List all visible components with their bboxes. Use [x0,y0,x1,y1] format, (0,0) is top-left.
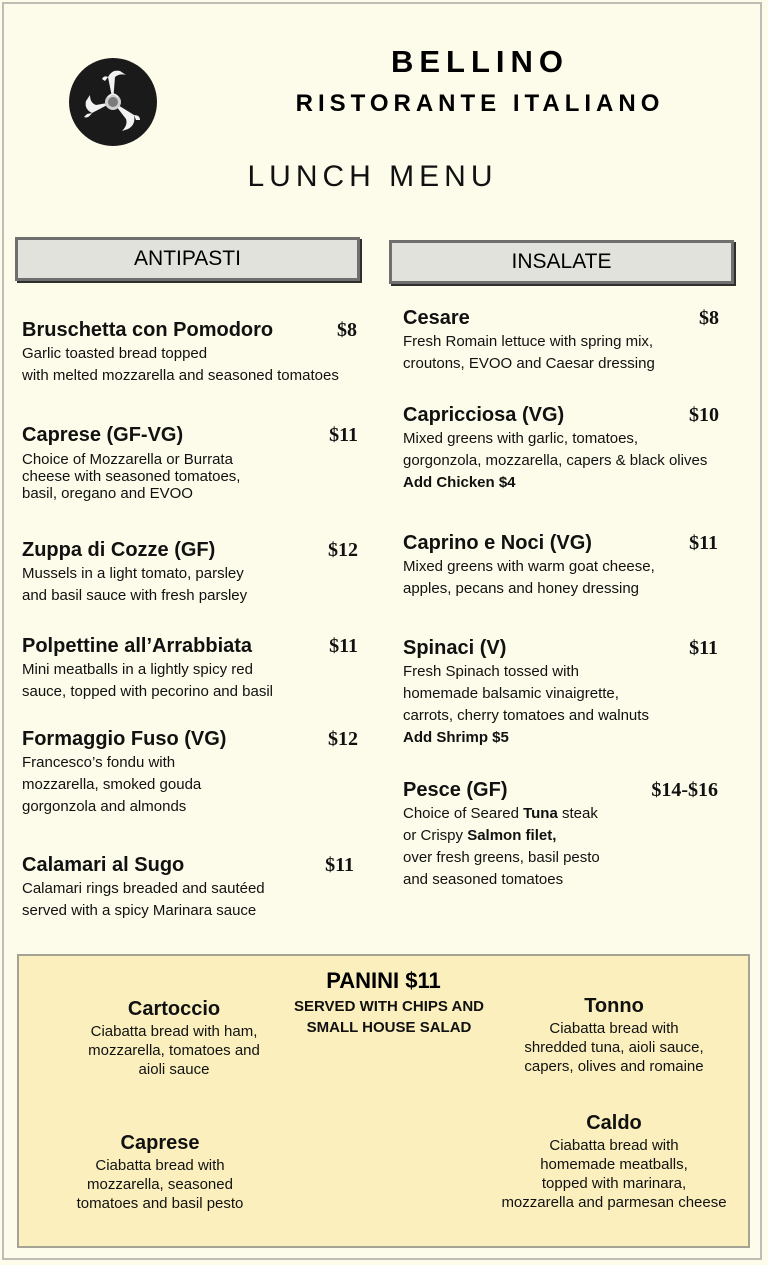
panini-section [17,954,750,1248]
item-desc: Choice of Mozzarella or Burrata [22,451,233,468]
item-desc: cheese with seasoned tomatoes, [22,468,241,485]
restaurant-subtitle: RISTORANTE ITALIANO [295,90,665,117]
item-desc: gorgonzola, mozzarella, capers & black olives [403,452,708,469]
panino-tonno [489,993,739,1076]
menu-item-pesce [403,777,719,891]
item-desc: Mixed greens with garlic, tomatoes, [403,430,639,447]
item-price: $8 [699,307,719,329]
item-desc: Mixed greens with warm goat cheese, [403,558,655,575]
panino-desc: homemade meatballs, [540,1156,688,1173]
panino-desc: shredded tuna, aioli sauce, [524,1039,704,1056]
item-desc: Francesco’s fondu with [22,754,176,771]
item-desc: Mini meatballs in a lightly spicy red [22,661,253,678]
item-price: $11 [329,424,358,446]
menu-item-zuppa-di-cozze [22,537,362,607]
panino-caldo [489,1110,739,1212]
panino-desc: Ciabatta bread with ham, [90,1023,258,1040]
item-name: Caprino e Noci (VG) [403,532,592,554]
menu-item-spinaci [403,635,719,749]
item-desc: Fresh Spinach tossed with [403,663,579,680]
menu-label: LUNCH MENU [247,160,498,193]
panini-title: PANINI $11 [326,968,441,993]
item-desc: and seasoned tomatoes [403,871,564,888]
panino-desc: capers, olives and romaine [524,1058,704,1075]
panino-desc: mozzarella, seasoned [87,1176,233,1193]
menu-item-capricciosa [403,402,719,494]
item-desc: Garlic toasted bread topped [22,345,208,362]
item-desc: or Crispy Salmon filet, [403,827,557,844]
item-price: $11 [689,637,718,659]
item-price: $12 [328,728,358,750]
menu-item-calamari [22,852,362,922]
trinacria-logo-icon [68,57,158,147]
item-desc: mozzarella, smoked gouda [22,776,202,793]
menu-item-cesare [403,305,719,375]
menu-item-caprese-antipasto [22,422,362,502]
panino-name: Tonno [584,995,644,1017]
panino-desc: topped with marinara, [541,1175,687,1192]
panino-desc: mozzarella, tomatoes and [88,1042,260,1059]
panino-desc: aioli sauce [138,1061,210,1078]
item-name: Polpettine all’Arrabbiata [22,635,253,657]
item-name: Caprese (GF-VG) [22,424,184,446]
panino-desc: mozzarella and parmesan cheese [501,1194,727,1211]
item-desc: apples, pecans and honey dressing [403,580,640,597]
item-desc: served with a spicy Marinara sauce [22,902,257,919]
item-name: Bruschetta con Pomodoro [22,319,274,341]
panino-caprese [35,1130,285,1213]
panino-name: Caldo [586,1112,642,1134]
panino-desc: Ciabatta bread with [549,1137,679,1154]
item-desc: sauce, topped with pecorino and basil [22,683,274,700]
item-desc: and basil sauce with fresh parsley [22,587,248,604]
panino-desc: Ciabatta bread with [95,1157,225,1174]
item-price: $11 [329,635,358,657]
panini-subtitle-line: SERVED WITH CHIPS AND [293,998,485,1015]
item-price: $12 [328,539,358,561]
item-desc: Choice of Seared Tuna steak [403,805,598,822]
item-name: Pesce (GF) [403,779,508,801]
panino-name: Caprese [120,1132,200,1154]
item-name: Capricciosa (VG) [403,404,565,426]
item-addon: Add Chicken $4 [403,474,516,491]
item-name: Formaggio Fuso (VG) [22,728,227,750]
menu-item-bruschetta [22,317,362,387]
item-price: $11 [689,532,718,554]
panino-desc: tomatoes and basil pesto [76,1195,244,1212]
panino-desc: Ciabatta bread with [549,1020,679,1037]
menu-item-caprino-e-noci [403,530,719,600]
item-desc: gorgonzola and almonds [22,798,187,815]
item-desc: Fresh Romain lettuce with spring mix, [403,333,654,350]
item-desc: Mussels in a light tomato, parsley [22,565,244,582]
item-price: $10 [689,404,719,426]
item-desc: homemade balsamic vinaigrette, [403,685,619,702]
panini-subtitle-line: SMALL HOUSE SALAD [306,1019,472,1036]
item-name: Zuppa di Cozze (GF) [22,539,216,561]
item-desc: over fresh greens, basil pesto [403,849,600,866]
menu-item-polpettine [22,633,362,703]
insalate-heading: INSALATE [389,240,734,284]
item-name: Spinaci (V) [403,637,507,659]
item-desc: carrots, cherry tomatoes and walnuts [403,707,649,724]
item-desc: Calamari rings breaded and sautéed [22,880,265,897]
item-desc: croutons, EVOO and Caesar dressing [403,355,655,372]
item-addon: Add Shrimp $5 [403,729,509,746]
item-desc: basil, oregano and EVOO [22,485,193,502]
item-price: $8 [337,319,357,341]
item-name: Calamari al Sugo [22,854,185,876]
restaurant-name: BELLINO [390,44,570,79]
item-price: $14-$16 [651,779,718,801]
menu-item-formaggio-fuso [22,726,362,818]
panino-name: Cartoccio [127,998,221,1020]
antipasti-heading: ANTIPASTI [15,237,360,281]
item-name: Cesare [403,307,470,329]
panino-cartoccio [49,996,299,1079]
item-desc: with melted mozzarella and seasoned tomatoes [22,367,339,384]
item-price: $11 [325,854,354,876]
